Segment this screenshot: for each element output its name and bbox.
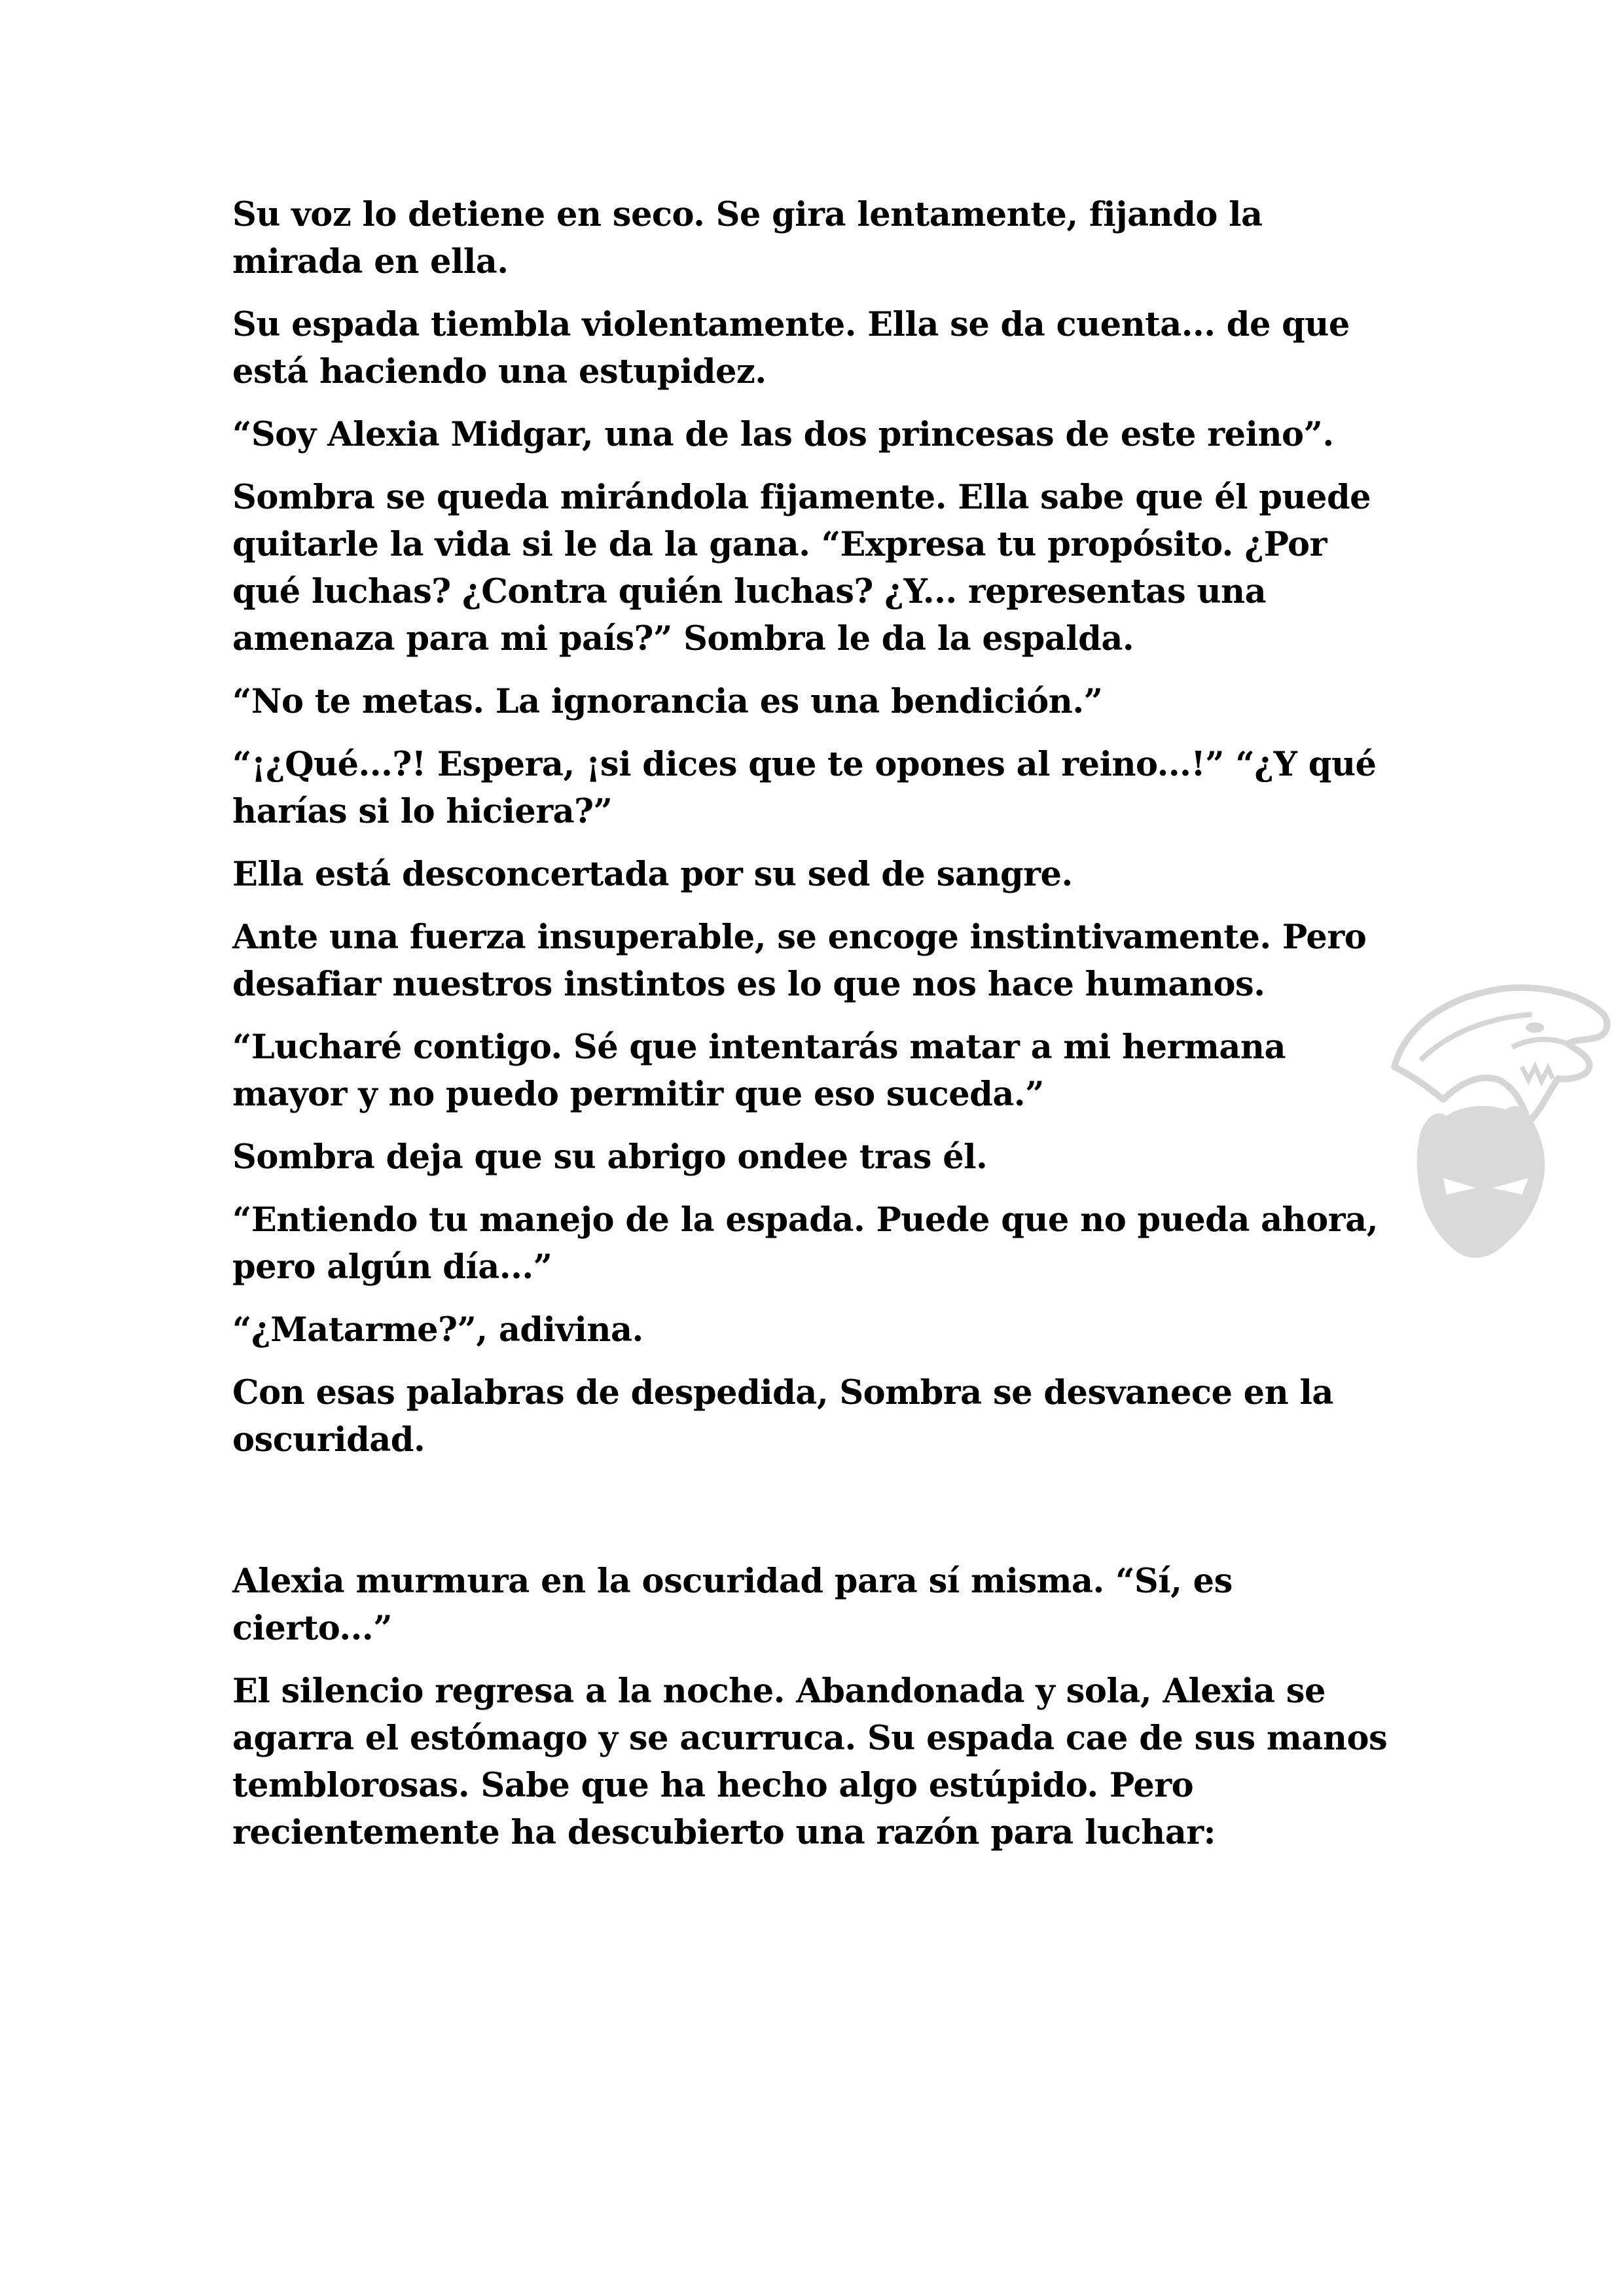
dinosaur-shadow-logo-icon [1381,969,1617,1283]
paragraph: “Soy Alexia Midgar, una de las dos princesas de este reino”. [232,415,1334,454]
paragraph: Sombra se queda mirándola fijamente. Ella sabe que él puede quitarle la vida si le da la gana. “Expresa tu propósito. ¿Por qué luchas? ¿Contra quién luchas? ¿Y... representas una amenaza para mi país?” Sombra le da la espalda. [232,478,1371,658]
body-text [232,191,1391,1872]
paragraph: “¿Matarme?”, adivina. [232,1310,643,1350]
paragraph: Alexia murmura en la oscuridad para sí misma. “Sí, es cierto...” [232,1562,1233,1648]
paragraph: Ante una fuerza insuperable, se encoge instintivamente. Pero desafiar nuestros instintos es lo que nos hace humanos. [232,918,1367,1004]
paragraph: “Entiendo tu manejo de la espada. Puede que no pueda ahora, pero algún día...” [232,1200,1378,1287]
paragraph: “No te metas. La ignorancia es una bendición.” [232,682,1103,721]
paragraph: Sombra deja que su abrigo ondee tras él. [232,1138,988,1177]
paragraph: “Lucharé contigo. Sé que intentarás matar a mi hermana mayor y no puedo permitir que eso suceda.” [232,1028,1286,1114]
paragraph: Ella está desconcertada por su sed de sangre. [232,855,1073,894]
section-gap [232,1479,1391,1558]
paragraph: Su espada tiembla violentamente. Ella se da cuenta... de que está haciendo una estupidez. [232,305,1350,391]
paragraph: Con esas palabras de despedida, Sombra se desvanece en la oscuridad. [232,1373,1333,1460]
paragraph: Su voz lo detiene en seco. Se gira lentamente, fijando la mirada en ella. [232,195,1263,281]
paragraph: “¡¿Qué...?! Espera, ¡si dices que te opones al reino...!” “¿Y qué harías si lo hiciera?” [232,745,1377,831]
paragraph: El silencio regresa a la noche. Abandonada y sola, Alexia se agarra el estómago y se acurruca. Su espada cae de sus manos temblorosas. Sabe que ha hecho algo estúpido. Pero recientemente ha descubierto una razón para luchar: [232,1672,1388,1852]
